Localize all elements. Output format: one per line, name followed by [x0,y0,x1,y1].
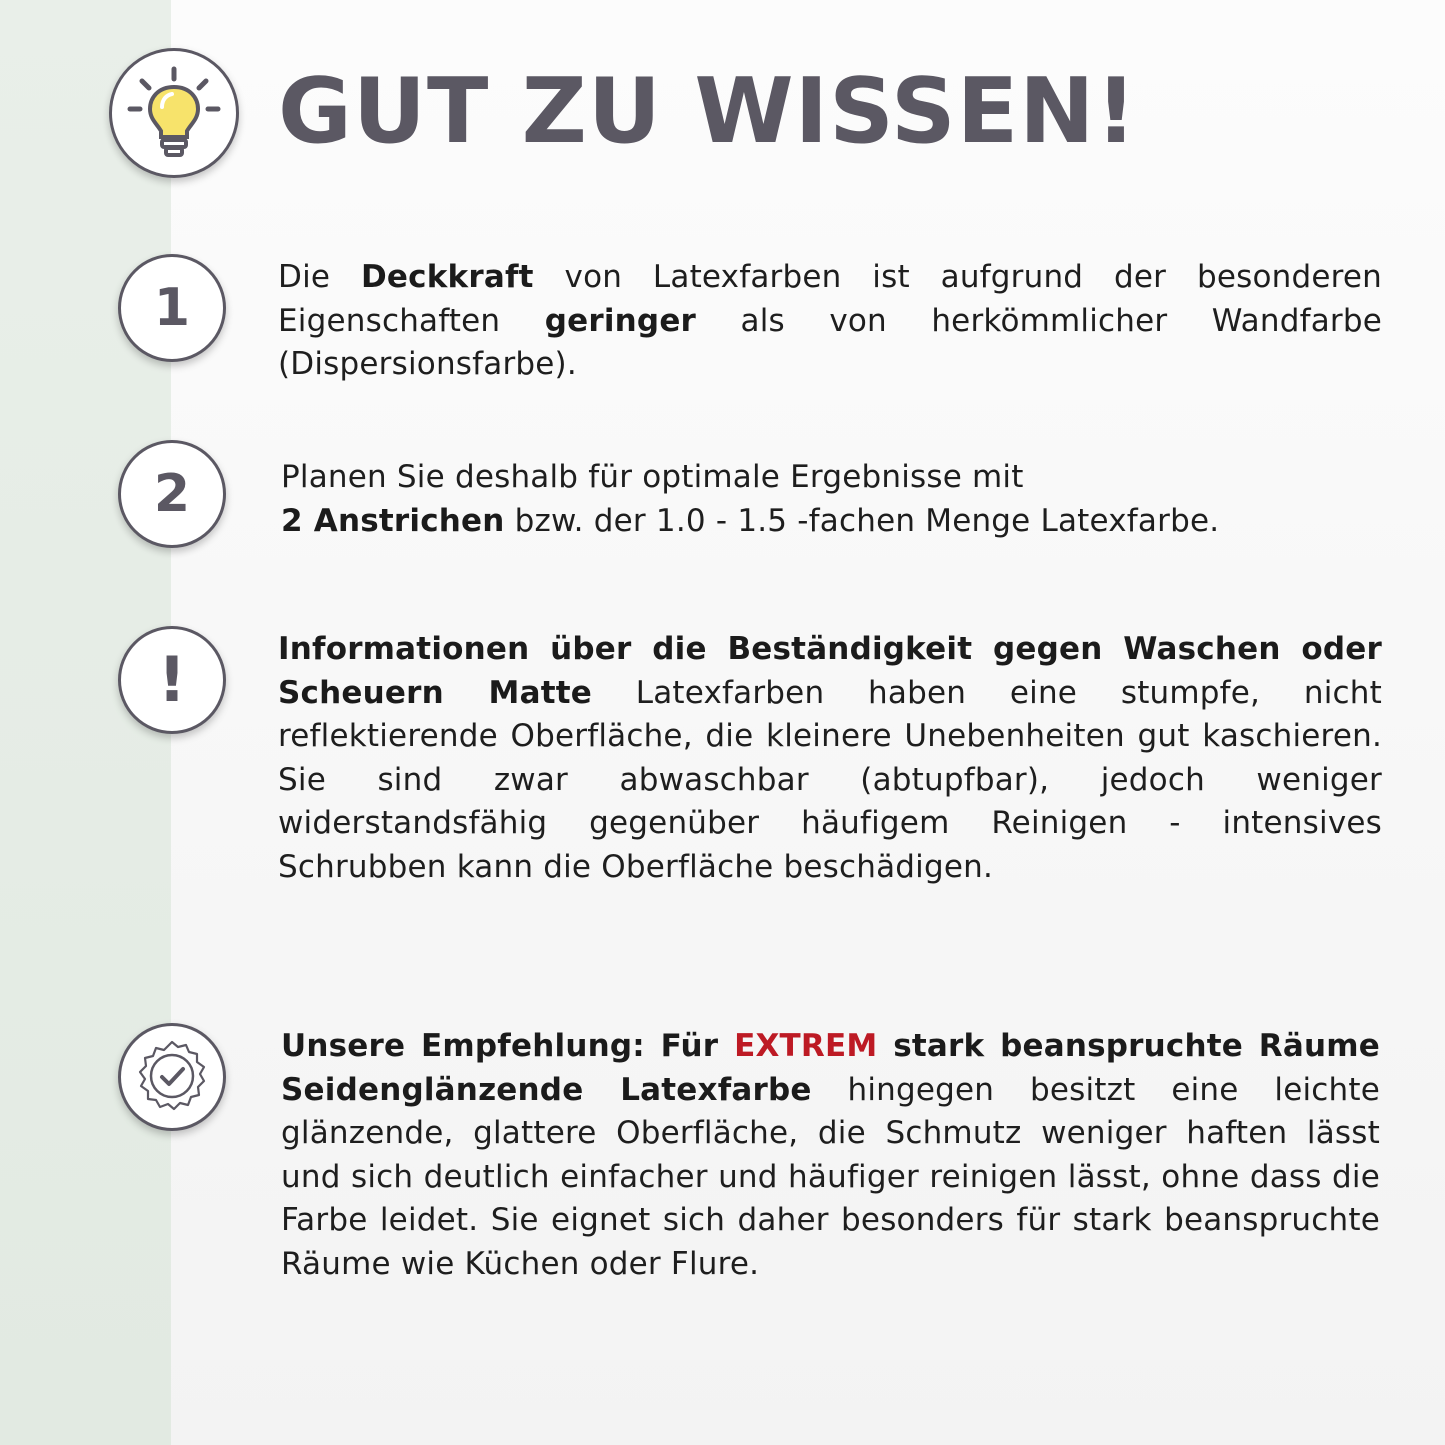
item-1-bold-geringer: geringer [544,302,697,339]
item-1-text: Die Deckkraft von Latexfarben ist aufgrund der besonderen Eigenschaften geringer als von herkömmlicher Wandfarbe (Dispersionsfarbe). [278,259,1382,382]
step-2-number: 2 [153,464,191,524]
item-3-text: Informationen über die Beständigkeit gegen Waschen oder Scheuern Matte Latexfarben haben eine stumpfe, nicht reflektierende Oberfläche, die kleinere Unebenheiten gut kaschieren. Sie sind zwar abwaschbar (abtupfbar), jedoch weniger widerstandsfähig gegenüber häufigem Reinigen - intensives Schrubben kann die Oberfläche beschädigen. [278,631,1382,885]
step-2-badge [118,440,226,548]
lightbulb-icon [124,63,224,163]
recommendation-badge [118,1023,226,1131]
page-title: GUT ZU WISSEN! [278,59,1138,164]
exclamation-icon: ! [157,643,187,716]
checkmark-seal-icon [132,1037,212,1117]
info-badge [118,626,226,734]
item-4-text: Unsere Empfehlung: Für EXTREM stark beanspruchte Räume Seidenglänzende Latexfarbe hingegen besitzt eine leichte glänzende, glattere Oberfläche, die Schmutz weniger haften lässt und sich deutlich einfacher und häufiger reinigen lässt, ohne dass die Farbe leidet. Sie eignet sich daher besonders für stark beanspruchte Räume wie Küchen oder Flure. [281,1028,1381,1282]
item-2-bold-anstriche: 2 Anstrichen [281,502,505,539]
item-2-text: Planen Sie deshalb für optimale Ergebnisse mit 2 Anstrichen bzw. der 1.0 - 1.5 -fachen Menge Latexfarbe. [281,459,1220,539]
item-3-bold-heading: Informationen über die Beständigkeit gegen Waschen oder Scheuern Matte [278,631,1382,711]
title-badge [109,48,239,178]
step-1-number: 1 [153,278,191,338]
item-1-bold-deckkraft: Deckkraft [361,259,534,295]
extrem-highlight: EXTREM [734,1028,878,1064]
step-1-badge [118,254,226,362]
